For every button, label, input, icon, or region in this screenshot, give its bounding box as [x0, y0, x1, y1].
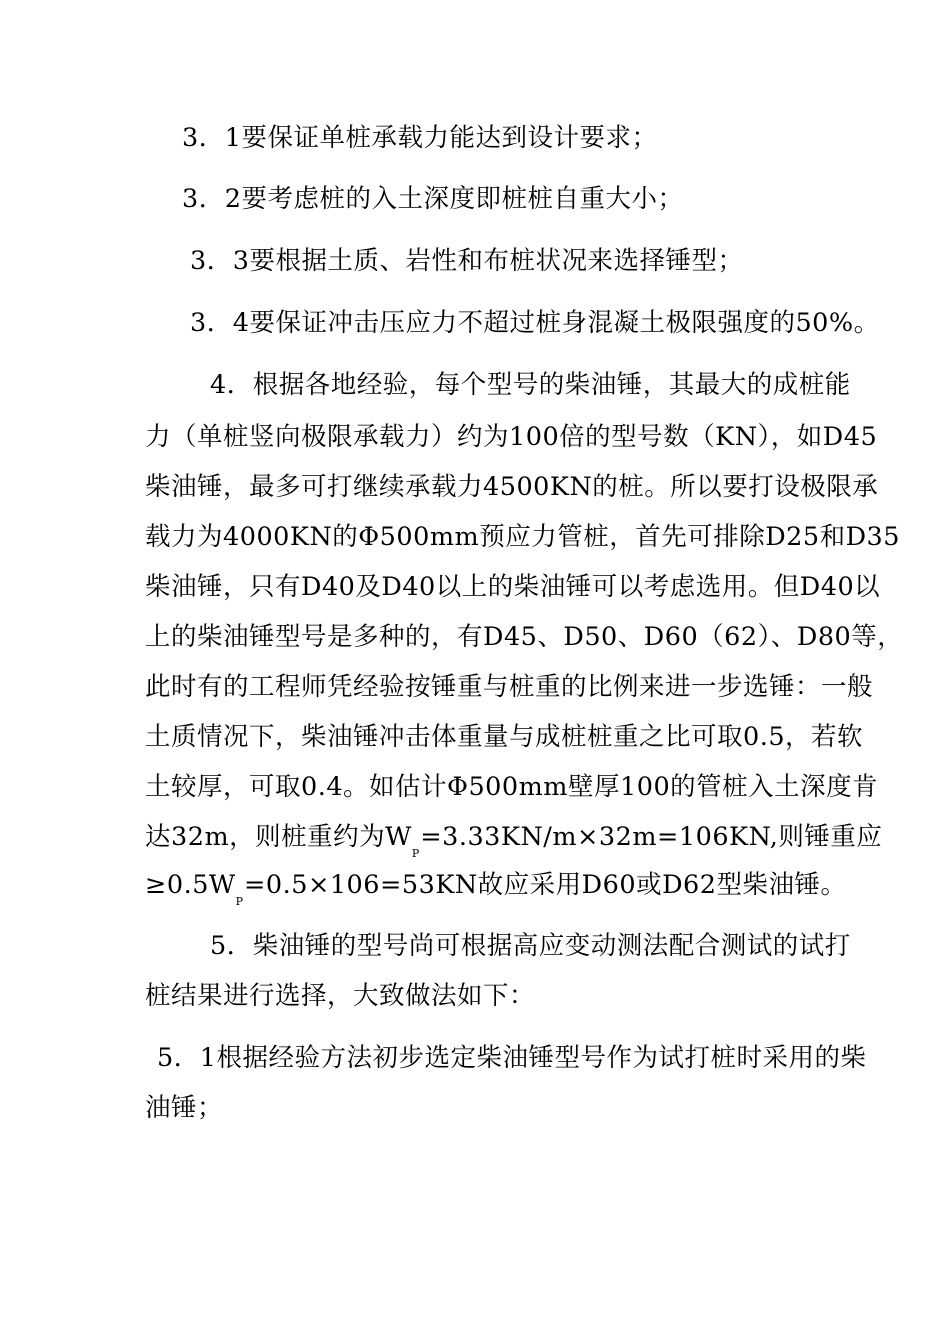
- paragraph-5-line-1: 5．柴油锤的型号尚可根据高应变动测法配合测试的试打: [210, 931, 851, 961]
- formula-2-suffix: =0.5×106=53KN故应采用D60或D62型柴油锤。: [244, 870, 847, 900]
- formula-line-2: [145, 868, 846, 907]
- formula-line-1: [145, 820, 882, 859]
- paragraph-4-line-7: 此时有的工程师凭经验按锤重与桩重的比例来进一步选锤：一般: [145, 672, 874, 702]
- text-line-3-4: 3．4要保证冲击压应力不超过桩身混凝土极限强度的50%。: [190, 308, 880, 338]
- paragraph-5-1-line-2: 油锤；: [145, 1093, 224, 1123]
- text-line-3-3: 3．3要根据土质、岩性和布桩状况来选择锤型；: [190, 246, 744, 276]
- formula-1-subscript: P: [411, 847, 420, 860]
- paragraph-4-line-4: 载力为4000KN的Φ500mm预应力管桩，首先可排除D25和D35: [145, 522, 900, 552]
- formula-1-suffix: =3.33KN/m×32m=106KN,则锤重应: [420, 822, 883, 852]
- text-line-3-2: 3．2要考虑桩的入土深度即桩桩自重大小；: [182, 184, 684, 214]
- paragraph-4-line-6: 上的柴油锤型号是多种的，有D45、D50、D60（62）、D80等，: [145, 622, 904, 652]
- paragraph-5-1-line-1: 5．1根据经验方法初步选定柴油锤型号作为试打桩时采用的柴: [157, 1043, 867, 1073]
- paragraph-4-line-3: 柴油锤，最多可打继续承载力4500KN的桩。所以要打设极限承: [145, 472, 879, 502]
- formula-2-prefix: ≥0.5W: [145, 870, 236, 900]
- text-line-3-1: 3．1要保证单桩承载力能达到设计要求；: [182, 123, 658, 153]
- paragraph-4-line-8: 土质情况下，柴油锤冲击体重量与成桩桩重之比可取0.5，若软: [145, 722, 864, 752]
- paragraph-4-line-1: 4．根据各地经验，每个型号的柴油锤，其最大的成桩能: [210, 370, 851, 400]
- paragraph-5-line-2: 桩结果进行选择，大致做法如下：: [145, 981, 536, 1011]
- formula-1-prefix: 达32m，则桩重约为W: [145, 822, 412, 852]
- paragraph-4-line-9: 土较厚，可取0.4。如估计Φ500mm壁厚100的管桩入土深度肯: [145, 772, 879, 802]
- formula-2-subscript: P: [235, 895, 244, 908]
- paragraph-4-line-5: 柴油锤，只有D40及D40以上的柴油锤可以考虑选用。但D40以: [145, 572, 881, 602]
- paragraph-4-line-2: 力（单桩竖向极限承载力）约为100倍的型号数（KN），如D45: [145, 422, 878, 452]
